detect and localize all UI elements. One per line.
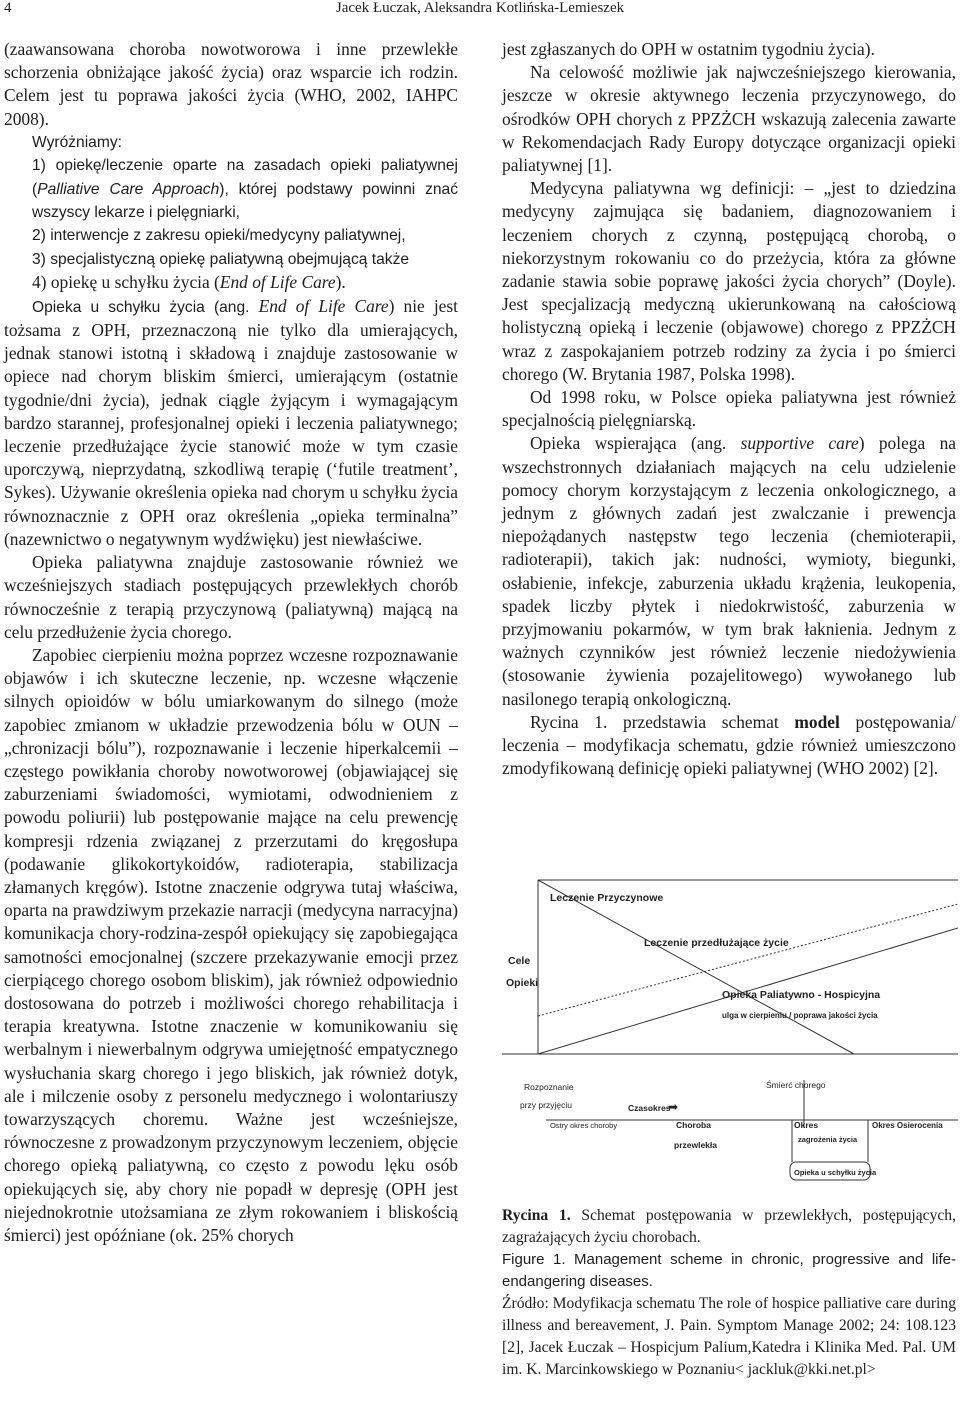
label-diagnosis: Rozpoznanie <box>524 1082 574 1092</box>
causal-treatment-diagonal <box>538 880 854 1054</box>
running-header <box>0 0 960 22</box>
label-disease: Choroba <box>676 1120 711 1130</box>
list-item: 1) opiekę/leczenie oparte na zasadach opieki paliatywnej (Palliative Care Approach), której podstawy powinni znać wszyscy lekarze i pielęgniarki, <box>32 157 459 222</box>
label-chronic: przewlekła <box>674 1140 717 1150</box>
running-authors: Jacek Łuczak, Aleksandra Kotlińska-Lemieszek <box>335 0 625 16</box>
paragraph: jest zgłaszanych do OPH w ostatnim tygodniu życia). <box>502 39 875 59</box>
page-number: 4 <box>4 0 12 16</box>
paragraph: Medycyna paliatywna wg definicji: – „jest to dziedzina medycyny zajmująca się badaniem, diagnozowaniem i leczeniem chorych z czynną, postępującą chorobą, o niekorzystnym rokowaniu co do przeżycia, która za główne zadanie stawia sobie poprawę jakości życia chorych” (Doyle). Jest specjalizacją medyczną ukierunkowaną na całościową holistyczną opieką i leczenie (objawowe) chorego z PPZŻCH wraz z zaspokajaniem potrzeb rodziny za życia i po śmierci chorego (W. Brytania 1987, Polska 1998). <box>502 178 956 384</box>
label-acute-phase: Ostry okres choroby <box>550 1121 618 1130</box>
paragraph: Od 1998 roku, w Polsce opieka paliatywna jest również specjalnością pielęgniarską. <box>502 387 956 431</box>
paragraph: Opieka wspierająca (ang. supportive care) polega na wszechstronnych działaniach mających na celu udzielenie pomocy chorym korzystającym z leczenia onkologicznego, a jednym z głównych zadań jest zwalczanie i prewencja niepożądanych następstw tego leczenia (chemioterapii, radioterapii), takich jak: nudności, wymioty, biegunki, osłabienie, infekcje, zaburzenia układu krążenia, leukopenia, spadek liczby płytek i niedokrwistość, zaburzenia w przyjmowaniu pokarmów, w tym brak łaknienia. Jednym z ważnych czynników jest również leczenie niedożywienia (stosowanie żywienia pozajelitowego) wywołanego lub nasilonego terapią onkologiczną. <box>502 433 956 709</box>
label-timeline: Czasokres <box>628 1103 671 1113</box>
label-causal-treatment: Leczenie Przyczynowe <box>550 892 664 904</box>
caption-english: Figure 1. Management scheme in chronic, progressive and life-endangering diseases. <box>502 1251 956 1290</box>
paragraph: Rycina 1. przedstawia schemat model postępowania/ leczenia – modyfikacja schematu, gdzie również umieszczono zmodyfikowaną definicję opieki paliatywnej (WHO 2002) [2]. <box>502 711 956 779</box>
care-model-diagram <box>502 868 958 1188</box>
label-life-prolonging: Leczenie przedłużające życie <box>644 937 789 949</box>
label-palliative-hospice: Opieka Paliatywno - Hospicyjna <box>722 989 881 1001</box>
list-item: 3) specjalistyczną opiekę paliatywną obejmującą także <box>32 250 410 268</box>
label-goals: Cele <box>508 955 531 967</box>
figure-caption <box>502 1205 956 1381</box>
paragraph: Opieka u schyłku życia (ang. End of Life Care) nie jest tożsama z OPH, przeznaczoną nie tylko dla umierających, jednak stanowi istotną i składową i znajduje zastosowanie w opiece nad chorym bliskim śmierci, umierającym (ostatnie tygodnie/dni życia), jednak ciągle żyjącym i wymagającym bardzo starannej, profesjonalnej opieki i leczenia paliatywnego; leczenie przedłużające życie stanowić może w tym czasie uporczywą, nieprzydatną, szkodliwą terapię (‘futile treatment’, Sykes). Używanie określenia opieka nad chorym u schyłku życia równoznacznie z OPH oraz określenia „opieka terminalna” (nazewnictwo o negatywnym wydźwięku) jest niewłaściwe. <box>4 295 458 549</box>
label-relief: ulga w cierpieniu / poprawa jakości życia <box>722 1011 878 1020</box>
left-column <box>4 38 458 1247</box>
paragraph: (zaawansowana choroba nowotworowa i inne przewlekłe schorzenia obniżające jakość życia) oraz wsparcie ich rodzin. Celem jest tu poprawa jakości życia (WHO, 2002, IAHPC 2008). <box>4 39 458 129</box>
label-of-care: Opieki <box>506 977 539 989</box>
caption-source: Źródło: Modyfikacja schematu The role of hospice palliative care during illness and bereavement, J. Pain. Symptom Manage 2002; 24: 108.123 [2], Jacek Łuczak – Hospicjum Palium,Katedra i Klinika Med. Pal. UM im. K. Marcinkowskiego w Poznaniu< jackluk@kki.net.pl> <box>502 1295 956 1378</box>
label-death: Śmierć chorego <box>766 1080 826 1090</box>
label-end-of-life: Opieka u schyłku życia <box>794 1168 877 1177</box>
arrow-right-icon: ➡ <box>668 1100 679 1114</box>
label-bereavement: Okres Osierocenia <box>872 1121 943 1130</box>
list-intro: Wyróżniamy: <box>32 133 122 151</box>
paragraph: Opieka paliatywna znajduje zastosowanie również we wcześniejszych stadiach postępujących przewlekłych chorób równocześnie z terapią przyczynową (paliatywną) mającą na celu przedłużenie życia chorego. <box>4 552 458 642</box>
label-period: Okres <box>794 1120 819 1130</box>
paragraph: Zapobiec cierpieniu można poprzez wczesne rozpoznawanie objawów i ich skuteczne leczenie, np. wczesne włączenie silnych opioidów w bólu umiarkowanym do silnego (może zapobiec zmianom w układzie przewodzenia bólu w OUN – „chronizacji bólu”), rozpoznawanie i leczenie hiperkalcemii – częstego powikłania choroby nowotworowej (objawiającej się zaburzeniami świadomości, wymiotami, odwodnieniem z powodu poliurii) lub postępowanie mające na celu prewencję kompresji rdzenia związanej z przerzutami do kręgosłupa (podawanie glikokortykoidów, radioterapia, stabilizacja złamanych kręgów). Istotne znaczenie odgrywa tutaj właściwa, oparta na prawdziwym przekazie narracji (medycyna narracyjna) komunikacja chory-rodzina-zespół opiekujący się zapobiegająca samotności emocjonalnej (szczere przekazywanie emocji przez cierpiącego chorego osobom bliskim), jak również odpowiednio dostosowana do potrzeb i możliwości chorego rehabilitacja i terapia kreatywna. Istotne znaczenie w komunikowaniu się werbalnym i niewerbalnym odgrywa umiejętność empatycznego wysłuchania skarg chorego i jego bliskich, jak również dotyk, ale i milczenie osoby z personelu medycznego i wolontariuszy towarzyszących choremu. Ważne jest wcześniejsze, równoczesne z prowadzonym przyczynowym leczeniem, objęcie chorego opieką paliatywną, co często z powodu lęku osób opiekujących się, aby chory nie popadł w depresję (OPH jest niejednokrotnie utożsamiana ze złym rokowaniem i bliskością śmierci) jest opóźniane (ok. 25% chorych <box>4 644 458 1245</box>
list-item: 2) interwencje z zakresu opieki/medycyny paliatywnej, <box>32 227 406 245</box>
list-item: 4) opiekę u schyłku życia (End of Life Care). <box>32 272 346 293</box>
care-levels-list <box>4 154 458 294</box>
paragraph: Na celowość możliwie jak najwcześniejszego kierowania, jeszcze w okresie aktywnego leczenia przyczynowego, do ośrodków OPH chorych z PPZŻCH wskazują zalecenia zawarte w Rekomendacjach Rady Europy dotyczące organizacji opieki paliatywnej [1]. <box>502 62 956 176</box>
figure-care-model <box>502 868 958 1188</box>
caption-polish: Rycina 1. Schemat postępowania w przewlekłych, postępujących, zagrażających życiu chorobach. <box>502 1207 957 1246</box>
right-column <box>502 38 956 781</box>
label-life-threat: zagrożenia życia <box>798 1135 858 1144</box>
label-at-admission: przy przyjęciu <box>520 1100 572 1110</box>
